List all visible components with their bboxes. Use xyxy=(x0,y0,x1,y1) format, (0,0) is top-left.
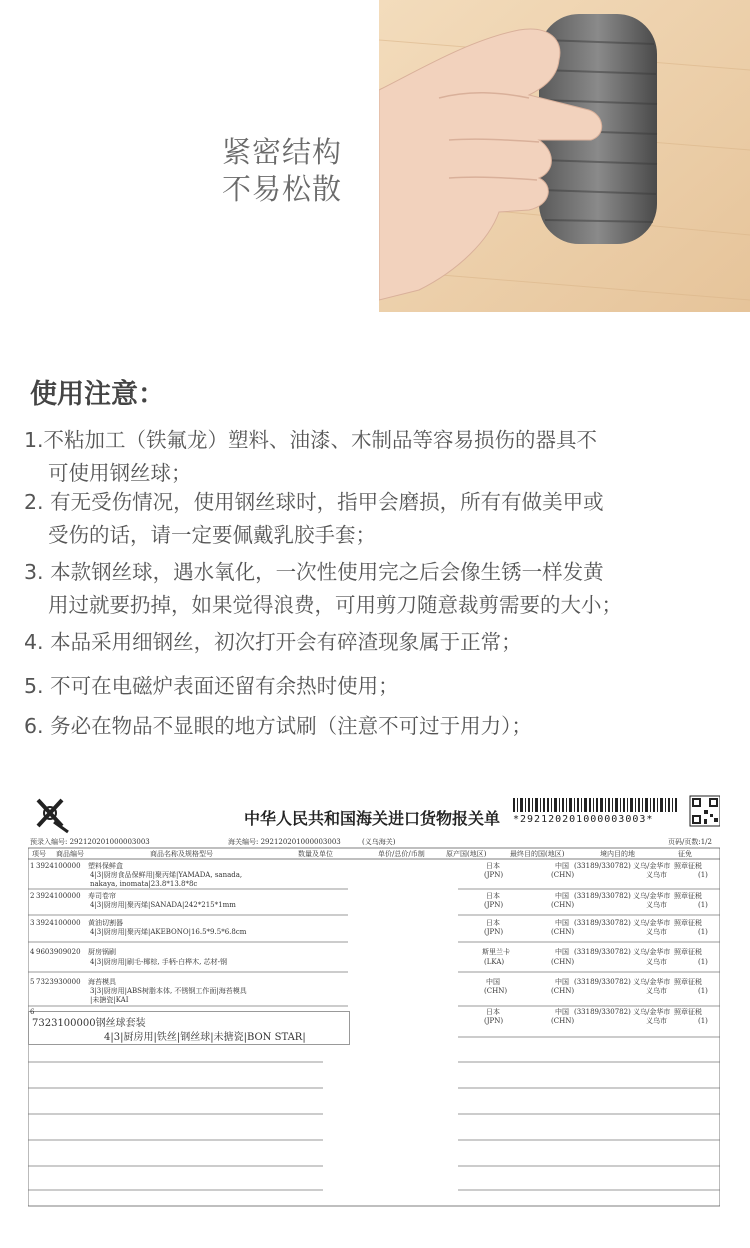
customs-declaration-image xyxy=(28,792,720,1210)
note-line: 5. 不可在电磁炉表面还留有余热时使用； xyxy=(24,674,399,698)
row-dest: 中国 xyxy=(555,1008,569,1016)
product-photo xyxy=(379,0,750,312)
row-code: 9603909020 xyxy=(36,948,81,956)
row-origin: 斯里兰卡 xyxy=(482,948,510,956)
row-code: 3924100000 xyxy=(36,919,81,927)
row-spec: 3|3|厨房用|ABS树脂本体, 不锈钢工作面|海苔模具 xyxy=(90,987,247,995)
row-levy: 照章征税 xyxy=(674,1008,702,1016)
row-origin: 中国 xyxy=(486,978,500,986)
row-dest-code: (CHN) xyxy=(551,901,575,909)
note-item-4 xyxy=(24,626,522,659)
note-line: 3. 本款钢丝球，遇水氧化，一次性使用完之后会像生锈一样发黄 xyxy=(24,560,604,584)
row-place2: 义乌市 xyxy=(646,928,667,936)
declaration-title: 中华人民共和国海关进口货物报关单 xyxy=(244,809,501,828)
row-origin-code: (JPN) xyxy=(484,928,504,936)
col-header: 征免 xyxy=(678,850,692,858)
col-header: 原产国(地区) xyxy=(446,850,487,858)
row-origin-code: (JPN) xyxy=(484,901,504,909)
row-spec: 4|3|厨房用|聚丙烯|AKEBONO|16.5*9.5*6.8cm xyxy=(90,928,247,936)
row-name: 海苔模具 xyxy=(88,978,116,986)
customs-emblem-icon xyxy=(38,800,68,832)
row-dest: 中国 xyxy=(555,919,569,927)
row-spec: 4|3|厨房用|铁丝|钢丝球|未搪瓷|BON STAR| xyxy=(104,1032,306,1043)
page-indicator: 页码/页数:1/2 xyxy=(668,838,712,846)
row-dest-code: (CHN) xyxy=(551,987,575,995)
row-dest-code: (CHN) xyxy=(551,928,575,936)
note-item-3 xyxy=(24,556,622,622)
col-header: 项号 xyxy=(32,850,46,858)
row-levy2: (1) xyxy=(698,928,708,936)
hero-caption xyxy=(222,134,342,208)
note-line: 可使用钢丝球； xyxy=(48,461,192,485)
row-origin: 日本 xyxy=(486,892,500,900)
notes-title: 使用注意： xyxy=(30,379,165,410)
row-origin-code: (LKA) xyxy=(484,958,505,966)
row-origin-code: (JPN) xyxy=(484,1017,504,1025)
row-no: 6 xyxy=(30,1008,35,1016)
steel-wool-hand-image xyxy=(379,0,750,312)
row-levy2: (1) xyxy=(698,958,708,966)
barcode-number: *292120201000003003* xyxy=(513,814,654,825)
note-item-5 xyxy=(24,670,399,703)
col-header: 单价/总价/币制 xyxy=(378,850,425,858)
row-dest-code: (CHN) xyxy=(551,958,575,966)
barcode xyxy=(513,798,677,812)
row-place2: 义乌市 xyxy=(646,901,667,909)
col-header: 最终目的国(地区) xyxy=(510,850,565,858)
row-dest-code: (CHN) xyxy=(551,871,575,879)
row-code-name xyxy=(32,1014,146,1029)
row-levy2: (1) xyxy=(698,901,708,909)
row-dest: 中国 xyxy=(555,948,569,956)
row-levy2: (1) xyxy=(698,987,708,995)
row-spec: 4|3|厨房食品保鲜用|聚丙烯|YAMADA, sanada, xyxy=(90,871,243,879)
col-header: 数量及单位 xyxy=(298,850,333,858)
row-spec: 4|3|厨房用|聚丙烯|SANADA|242*215*1mm xyxy=(90,901,236,909)
row-place: (33189/330782) 义乌/金华市 xyxy=(574,919,671,927)
customs-number: 海关编号: 292120201000003003 xyxy=(228,838,341,846)
row-spec2: |未搪瓷|KAI xyxy=(90,996,129,1004)
row-levy: 照章征税 xyxy=(674,919,702,927)
row-code: 7323930000 xyxy=(36,978,81,986)
note-item-6 xyxy=(24,710,532,743)
note-line: 6. 务必在物品不显眼的地方试刷（注意不可过于用力）； xyxy=(24,714,532,738)
row-levy: 照章征税 xyxy=(674,892,702,900)
col-header: 境内目的地 xyxy=(600,850,635,858)
col-header: 商品名称及规格型号 xyxy=(150,850,213,858)
row-origin: 日本 xyxy=(486,1008,500,1016)
row-place: (33189/330782) 义乌/金华市 xyxy=(574,948,671,956)
row-levy: 照章征税 xyxy=(674,948,702,956)
row-levy: 照章征税 xyxy=(674,978,702,986)
row-origin: 日本 xyxy=(486,919,500,927)
row-place: (33189/330782) 义乌/金华市 xyxy=(574,1008,671,1016)
note-line: 1.不粘加工（铁氟龙）塑料、油漆、木制品等容易损伤的器具不 xyxy=(24,428,598,452)
row-spec2: nakaya, inomata|23.8*13.8*8c xyxy=(90,880,198,888)
row-levy2: (1) xyxy=(698,1017,708,1025)
hero-section xyxy=(0,0,750,312)
note-line: 2. 有无受伤情况，使用钢丝球时，指甲会磨损，所有有做美甲或 xyxy=(24,490,604,514)
row-origin-code: (JPN) xyxy=(484,871,504,879)
row-name: 塑料保鲜盒 xyxy=(88,862,123,870)
pre-entry-number: 预录入编号: 292120201000003003 xyxy=(30,838,150,846)
col-header: 商品编号 xyxy=(56,850,84,858)
row-name: 钢丝球套装 xyxy=(95,1018,146,1029)
row-name: 黄油切割器 xyxy=(88,919,123,927)
row-levy: 照章征税 xyxy=(674,862,702,870)
note-line: 用过就要扔掉，如果觉得浪费，可用剪刀随意裁剪需要的大小； xyxy=(48,593,622,617)
hero-caption-line1: 紧密结构 xyxy=(222,135,343,169)
row-code: 3924100000 xyxy=(36,892,81,900)
row-no: 4 xyxy=(30,948,35,956)
row-place: (33189/330782) 义乌/金华市 xyxy=(574,978,671,986)
row-code: 7323100000 xyxy=(32,1018,96,1029)
row-place: (33189/330782) 义乌/金华市 xyxy=(574,892,671,900)
row-levy2: (1) xyxy=(698,871,708,879)
row-origin: 日本 xyxy=(486,862,500,870)
row-place2: 义乌市 xyxy=(646,1017,667,1025)
row-dest: 中国 xyxy=(555,978,569,986)
row-no: 2 xyxy=(30,892,35,900)
row-code: 3924100000 xyxy=(36,862,81,870)
note-item-2 xyxy=(24,486,604,552)
row-dest: 中国 xyxy=(555,862,569,870)
note-line: 4. 本品采用细钢丝，初次打开会有碎渣现象属于正常； xyxy=(24,630,522,654)
row-no: 5 xyxy=(30,978,35,986)
row-no: 3 xyxy=(30,919,35,927)
hero-caption-line2: 不易松散 xyxy=(222,172,343,206)
note-item-1 xyxy=(24,424,597,490)
row-place2: 义乌市 xyxy=(646,871,667,879)
row-dest: 中国 xyxy=(555,892,569,900)
row-place: (33189/330782) 义乌/金华市 xyxy=(574,862,671,870)
row-no: 1 xyxy=(30,862,35,870)
row-place2: 义乌市 xyxy=(646,987,667,995)
qr-code-icon xyxy=(690,796,720,826)
row-name: 厨房锅刷 xyxy=(88,948,116,956)
row-place2: 义乌市 xyxy=(646,958,667,966)
row-name: 寿司卷帘 xyxy=(88,892,116,900)
row-dest-code: (CHN) xyxy=(551,1017,575,1025)
row-origin-code: (CHN) xyxy=(484,987,508,995)
note-line: 受伤的话，请一定要佩戴乳胶手套； xyxy=(48,523,376,547)
customs-name: (义乌海关) xyxy=(362,838,396,846)
row-spec: 4|3|厨房用|刷毛-椰棕, 手柄-白桦木, 芯材-钢 xyxy=(90,958,227,966)
